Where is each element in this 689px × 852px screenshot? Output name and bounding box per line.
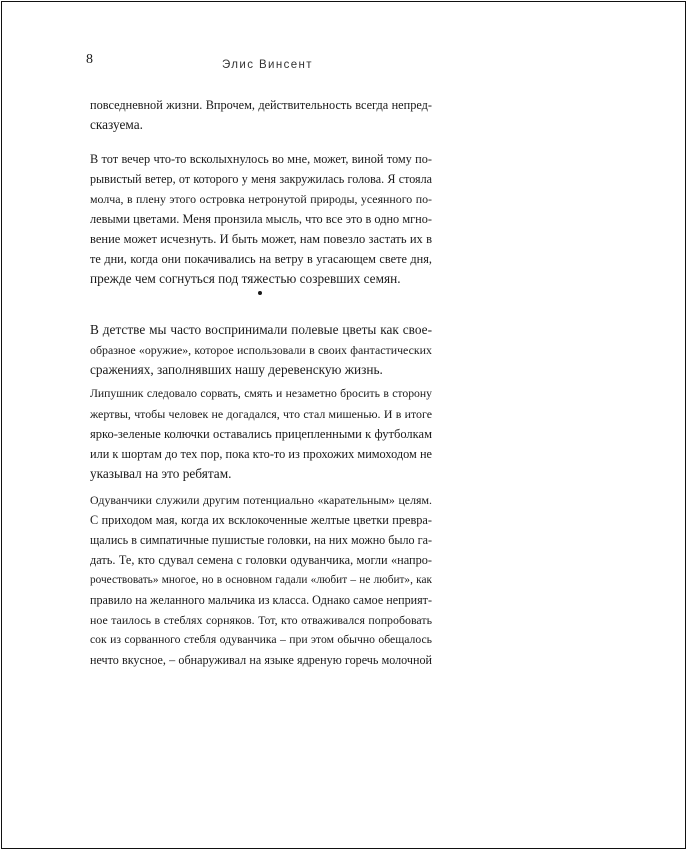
text-line: сок из сорванного стебля одуванчика – при этом обычно обещалось: [90, 633, 432, 646]
text-line: рывистый ветер, от которого у меня закружилась голова. Я стояла: [90, 172, 432, 186]
text-line: ярко-зеленые колючки оставались прицепленными к футболкам: [90, 427, 432, 441]
paragraph-1: [90, 95, 432, 135]
text-line: В тот вечер что-то всколыхнулось во мне, может, виной тому по-: [90, 152, 432, 166]
text-line: вение может исчезнуть. И быть может, нам повезло застать их в: [90, 232, 432, 246]
section-divider-dot: [258, 291, 262, 295]
text-line: жертвы, чтобы человек не догадался, что стал мишенью. И в итоге: [90, 407, 432, 421]
text-line: прежде чем согнуться под тяжестью созревших семян.: [90, 271, 401, 286]
text-line: молча, в плену этого островка нетронутой природы, усеянного по-: [90, 192, 432, 206]
paragraph-4: [90, 384, 432, 484]
text-line: Липушник следовало сорвать, смять и незаметно бросить в сторону: [90, 387, 432, 400]
text-line: дать. Те, кто сдувал семена с головки одуванчика, могли «напро-: [90, 553, 432, 567]
text-line: рочествовать» многое, но в основном гадали «любит – не любит», как: [90, 574, 432, 586]
text-line: нечто вкусное, – обнаруживал на языке ядреную горечь молочной: [90, 653, 432, 667]
text-line: или к шортам до тех пор, пока кто-то из прохожих мимоходом не: [90, 447, 432, 461]
text-line: образное «оружие», которое использовали в своих фантастических: [90, 343, 432, 357]
text-line: Одуванчики служили другим потенциально «карательным» целям.: [90, 493, 432, 507]
text-line: указывал на это ребятам.: [90, 466, 232, 481]
text-line: щались в симпатичные пушистые головки, на них можно было га-: [90, 533, 432, 547]
text-line: сражениях, заполнявших нашу деревенскую жизнь.: [90, 362, 383, 377]
text-line: С приходом мая, когда их всклокоченные желтые цветки превра-: [90, 513, 432, 527]
page-number: 8: [86, 52, 93, 67]
text-line: правило на желанного мальчика из класса. Однако самое неприят-: [90, 593, 432, 607]
text-line: В детстве мы часто воспринимали полевые цветы как свое-: [90, 322, 432, 337]
paragraph-3: [90, 320, 432, 380]
text-line: левыми цветами. Меня пронзила мысль, что все это в одно мгно-: [90, 212, 432, 226]
paragraph-2: [90, 149, 432, 289]
text-line: те дни, когда они покачивались на ветру в угасающем свете дня,: [90, 252, 432, 266]
text-line: сказуема.: [90, 117, 143, 132]
running-header-author: Элис Винсент: [222, 59, 313, 71]
book-page: [1, 1, 686, 849]
text-line: ное таилось в стеблях сорняков. Тот, кто отваживался попробовать: [90, 613, 432, 627]
paragraph-5: [90, 490, 432, 670]
text-line: повседневной жизни. Впрочем, действительность всегда непред-: [90, 98, 432, 112]
